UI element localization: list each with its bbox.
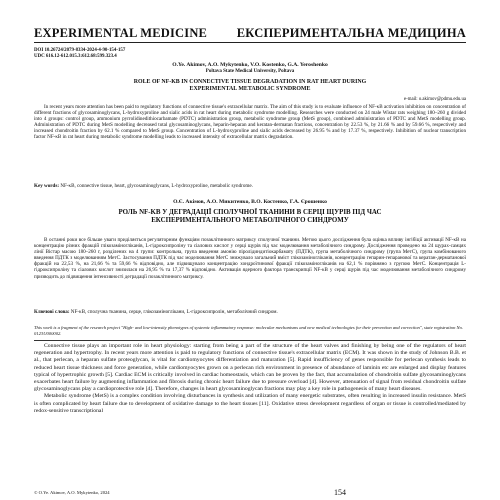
abstract-uk: В останні роки все більше уваги приділяється регуляторним функціям позаклітинного матриксу сполучної тканини. Метою цього дослідження була оцінка впливу інгібіції активації NF-κB на концентрацію різних фракцій глікозаміногліканів, L-гідроксипроліну та сіалових кислот у серці щурів під час моделювання метаболічного синдрому. Дослідження проведено на 24 щурах-самцях лінії Вістар масою 180–260 г, розділених на 4 групи: контрольна, група введення амонію піролідиндитіокарбамату (ПДТК), група метаболічного синдрому (група МетС), група комбінованого введення ПДТК з моделюванням МетС. Застосування ПДТК під час моделювання МетС знижувало загальний вміст глікозаміногліканів, концентрацію гепарин-гепаранової та кератан-дерматанової фракцій на 22,53 %, на 21,66 % та 59,66 % відповідно, але підвищувало концентрацію хондроїтинової фракції глікозаміногліканів на 62,1 % порівняно з групою МетС. Концентрація L-гідроксипроліну та сіалових кислот знизилася на 26,95 % та 17,37 % відповідно. Активація ядерного фактора транскрипції NF-κB у серці щурів під час моделювання метаболічного синдрому призводить до підвищення інтенсивності деградації позаклітинного матриксу. (34, 237, 466, 280)
body-paragraph-2: Metabolic syndrome (MetS) is a complex condition involving disturbances in synthesis and utilization of many energetic substrates, often resulting in increased insulin resistance. MetS is often complicated by heart failure due to development of oxidative damage to the heart tissues [11]. Oxidative stress development regardless of organ or tissue is controlled/mediated by redox-sensitive transcriptional (34, 393, 466, 414)
body-paragraph-1: Connective tissue plays an important role in heart physiology: starting from being a part of the structure of the heart valves and finishing by being one of the regulators of heart regeneration and hypertrophy. In recent years more attention is paid to regulatory functions of connective tissue's extracellular matrix (ECM). It was shown in the study of Johnson B.B. et al., that perlecan, a heparan sulfate proteoglycan, is vital for cardiomyocytes differentiation and maturation [5]. Rapid insufficiency of genes responsible for perlecan synthesis leads to reduced heart tissue thickness and force generation, while cardiomyocytes grown on a perlecan rich environment in presence of abundance of laminin etc are enlarged and display features typical of hypertrophic growth [5]. Cardiac ECM is critically involved in cardiac homeostasis, which can be proven by the fact, that accumulation of chondroitin sulfate glycosaminoglycans exacerbates heart failure by augmenting inflammation and fibrosis during chronic heart failure due to pressure overload [4]. However, attenuation of signal from residual chondroitin sulfate glycosaminoglycans play a cardioprotective role [4]. Therefore, changes in heart glycosaminoglycan fractions may play a key role in pathogenesis of many heart diseases. (34, 343, 466, 393)
article-title-uk (34, 209, 466, 225)
keywords-uk-label: Ключові слова: (34, 309, 70, 315)
keywords-uk (34, 309, 466, 315)
copyright: © O.Ye. Akimov, A.O. Mykytenko, 2024 (34, 490, 110, 495)
body-text (34, 343, 466, 415)
article-meta (34, 48, 466, 60)
journal-title-uk: ЕКСПЕРИМЕНТАЛЬНА МЕДИЦИНА (236, 26, 466, 40)
title-en-line2: EXPERIMENTAL METABOLIC SYNDROME (189, 85, 311, 92)
journal-title-en: EXPERIMENTAL MEDICINE (34, 26, 208, 40)
page-number: 154 (334, 488, 346, 497)
footnote-rule (34, 340, 466, 341)
authors-en: O.Ye. Akimov, A.O. Mykytenko, V.O. Kostenko, G.A. Yeroshenko (172, 62, 328, 68)
udc: UDC 616.12-612.015.3:612.68:599.323.4 (34, 54, 117, 60)
title-uk-line1: РОЛЬ NF-KB У ДЕГРАДАЦІЇ СПОЛУЧНОЇ ТКАНИНИ В СЕРЦІ ЩУРІВ ПІД ЧАС (118, 209, 382, 216)
keywords-en-text: NF-κB, connective tissue, heart, glycosaminoglycans, L-hydroxyproline, metabolic syndrome. (60, 183, 253, 189)
article-title-en (34, 79, 466, 93)
title-uk-line2: ЕКСПЕРИМЕНТАЛЬНОГО МЕТАБОЛІЧНОГО СИНДРОМУ (151, 217, 349, 224)
doi: DOI 10.26724/2079-8334-2024-4-90-154-157 (34, 48, 126, 53)
authors-uk: О.Є. Акімов, А.О. Микитенко, В.О. Костенко, Г.А. Єрошенко (173, 199, 327, 205)
header-rule (34, 42, 466, 43)
funding-footnote: This work is a fragment of the research project "High- and low-intensity phenotypes of systemic inflammatory response: molecular mechanisms and new medical technologies for their prevention and correction", state registration No. 0123U000002. (34, 325, 464, 336)
running-header (34, 26, 466, 41)
title-en-line1: ROLE OF NF-KB IN CONNECTIVE TISSUE DEGRADATION IN RAT HEART DURING (133, 79, 367, 85)
affiliation: Poltava State Medical University, Poltava (205, 69, 295, 74)
keywords-en (34, 183, 466, 189)
abstract-en: In recent years more attention has been paid to regulatory functions of connective tissue's extracellular matrix. The aim of this study is to evaluate influence of NF-κB activation inhibition on concentration of different fractions of glycosaminoglycans, L-hydroxyproline and sialic acids in rat heart during metabolic syndrome modelling. Researches were conducted on 24 male Wistar rats weighing 180–260 g divided into 4 groups: control group, ammonium pyrrolidinedithiocarbamate (PDTC) administration group, metabolic syndrome group (MetS group), combined administration of PDTC and MetS modelling group. Administration of PDTC during MetS modelling decreased total glycosaminoglycans, heparin-heparan and keratan-dermatan fractions, concentration by 22.53 %, by 21.66 % and by 59.66 %, respectively and increased chondroitin fraction by 62.1 % compared to MetS group. Concentration of L-hydroxyproline and sialic acids decreased by 26.95 % and by 17.37 %, respectively. Inhibition of nuclear transcription factor NF-κB in rat heart during metabolic syndrome modelling leads to increased intensity of extracellular matrix degradation. (34, 104, 466, 141)
contact-email: e-mail: o.akimov@pdmu.edu.ua (404, 97, 466, 102)
page-footer (34, 488, 466, 497)
keywords-uk-text: NF-κB, сполучна тканина, серце, глікозаміноглікани, L-гідроксипролін, метаболічний синдром. (70, 309, 278, 315)
keywords-en-label: Key words: (34, 183, 60, 189)
